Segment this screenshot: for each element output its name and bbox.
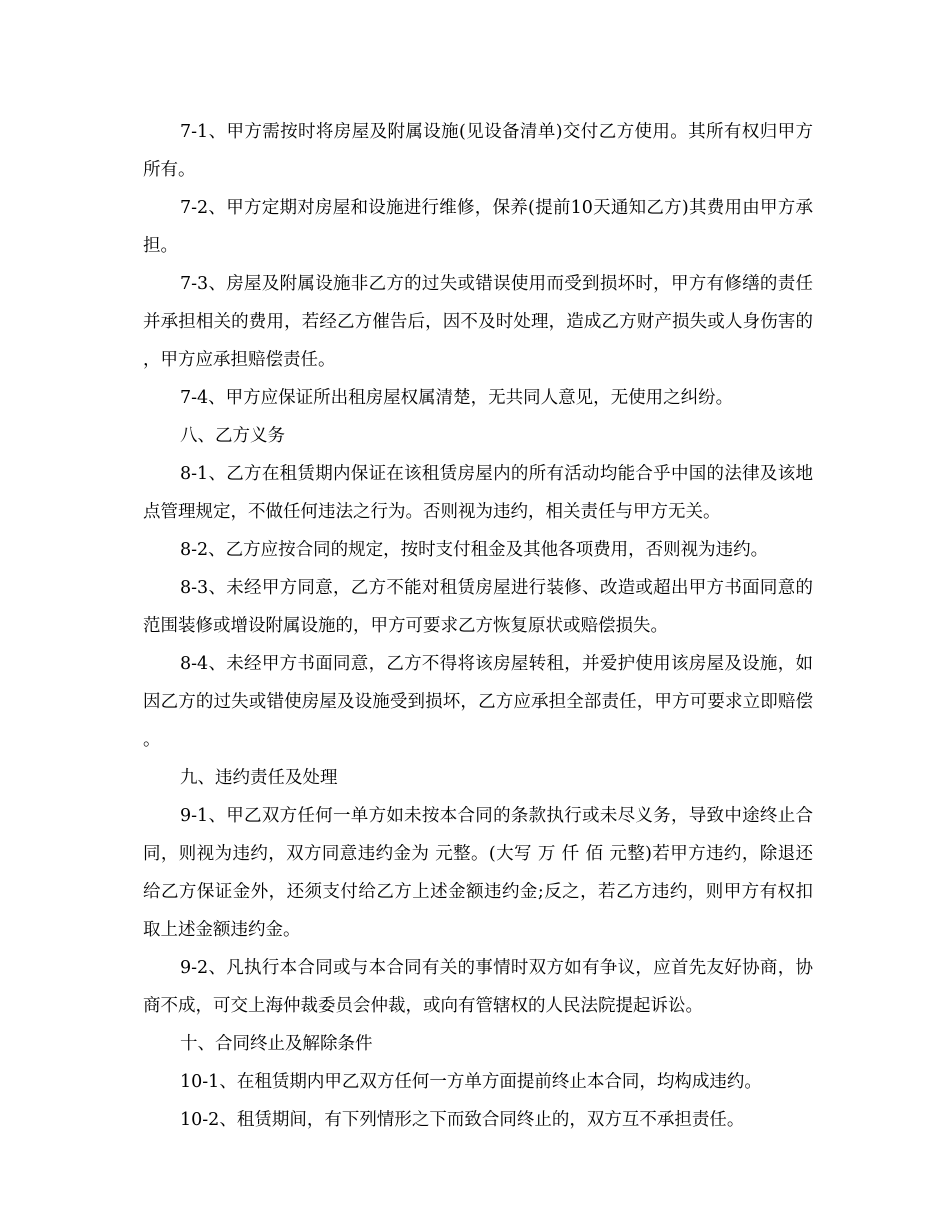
clause-7-1: 7-1、甲方需按时将房屋及附属设施(见设备清单)交付乙方使用。其所有权归甲方所有。: [143, 122, 813, 180]
clause-10-2: 10-2、租赁期间，有下列情形之下而致合同终止的，双方互不承担责任。: [180, 1110, 745, 1130]
clause-8-3: 8-3、未经甲方同意，乙方不能对租赁房屋进行装修、改造或超出甲方书面同意的范围装修或增设附属设施的，甲方可要求乙方恢复原状或赔偿损失。: [143, 578, 813, 636]
section-heading-10: 十、合同终止及解除条件: [180, 1034, 373, 1054]
clause-7-3: 7-3、房屋及附属设施非乙方的过失或错误使用而受到损坏时，甲方有修缮的责任并承担相关的费用，若经乙方催告后，因不及时处理，造成乙方财产损失或人身伤害的，甲方应承担赔偿责任。: [143, 274, 813, 370]
clause-10-1: 10-1、在租赁期内甲乙双方任何一方单方面提前终止本合同，均构成违约。: [180, 1072, 762, 1092]
clause-8-1: 8-1、乙方在租赁期内保证在该租赁房屋内的所有活动均能合乎中国的法律及该地点管理规定，不做任何违法之行为。否则视为违约，相关责任与甲方无关。: [143, 464, 813, 522]
clause-8-4: 8-4、未经甲方书面同意，乙方不得将该房屋转租，并爱护使用该房屋及设施，如因乙方的过失或错使房屋及设施受到损坏，乙方应承担全部责任，甲方可要求立即赔偿。: [143, 654, 813, 750]
section-heading-9: 九、违约责任及处理: [180, 768, 338, 788]
clause-9-2: 9-2、凡执行本合同或与本合同有关的事情时双方如有争议，应首先友好协商，协商不成，可交上海仲裁委员会仲裁，或向有管辖权的人民法院提起诉讼。: [143, 958, 813, 1016]
document-body: [143, 113, 813, 1139]
clause-9-1: 9-1、甲乙双方任何一单方如未按本合同的条款执行或未尽义务，导致中途终止合同，则视为违约，双方同意违约金为 元整。(大写 万 仟 佰 元整)若甲方违约，除退还给乙方保证金外，还须支付给乙方上述金额违约金;反之，若乙方违约，则甲方有权扣取上述金额违约金。: [143, 806, 813, 940]
section-heading-8: 八、乙方义务: [180, 426, 285, 446]
clause-8-2: 8-2、乙方应按合同的规定，按时支付租金及其他各项费用，否则视为违约。: [180, 540, 769, 560]
clause-7-4: 7-4、甲方应保证所出租房屋权属清楚，无共同人意见，无使用之纠纷。: [180, 388, 734, 408]
clause-7-2: 7-2、甲方定期对房屋和设施进行维修，保养(提前10天通知乙方)其费用由甲方承担。: [143, 198, 813, 256]
